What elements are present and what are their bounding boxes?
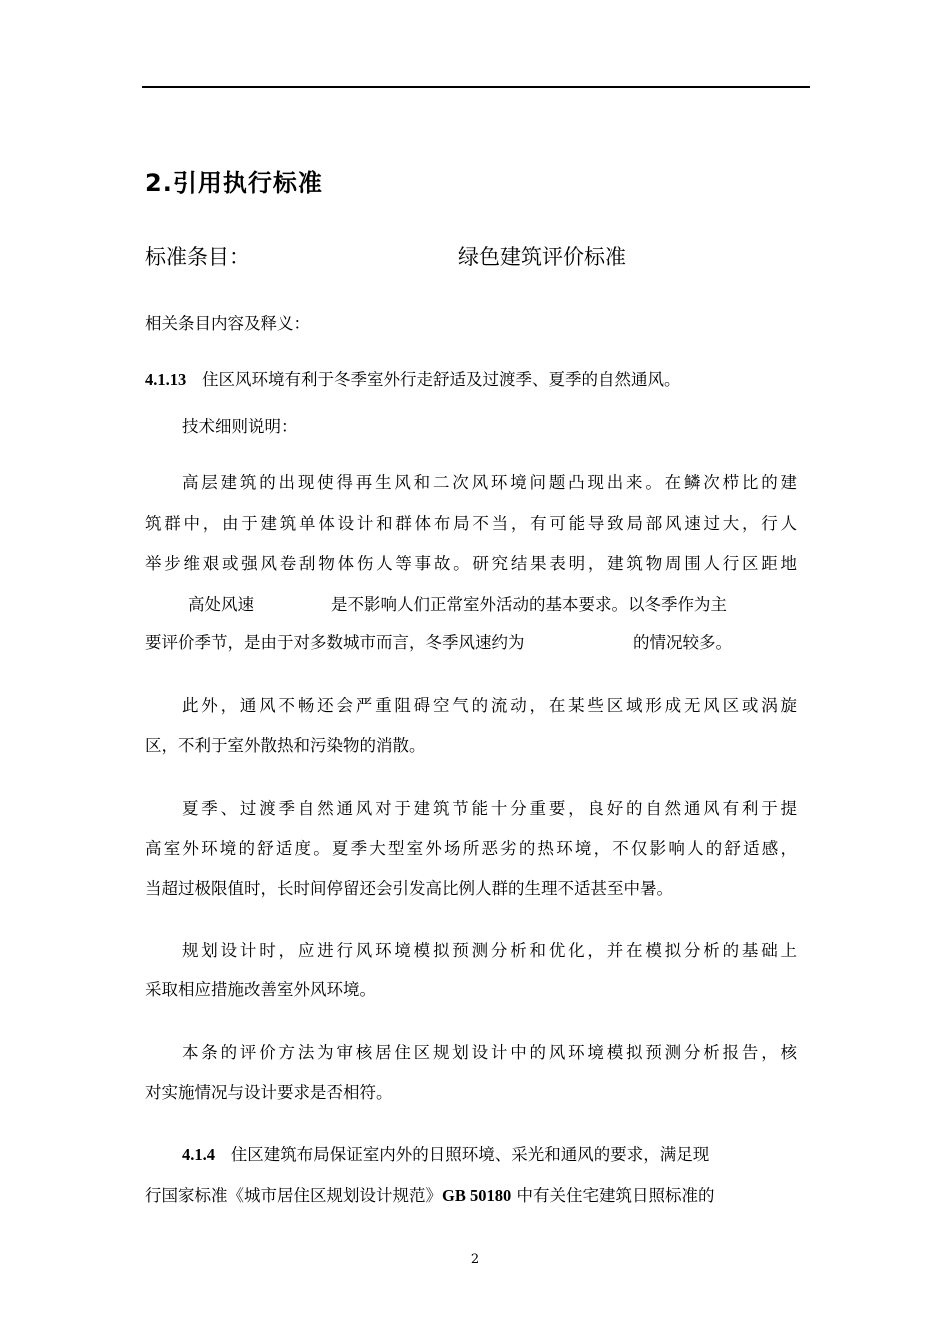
standard-label: 标准条目： <box>145 245 250 269</box>
p1-line-2: 筑群中，由于建筑单体设计和群体布局不当，有可能导致局部风速过大，行人 <box>145 514 797 533</box>
clause-number: 4.1.4 <box>182 1145 215 1164</box>
p1-line-4a: 高处风速 <box>188 595 254 614</box>
header-rule <box>142 86 810 88</box>
technical-notes-heading: 技术细则说明： <box>182 417 298 436</box>
p2-line-1: 此外，通风不畅还会严重阻碍空气的流动，在某些区域形成无风区或涡旋 <box>182 696 797 715</box>
standard-value: 绿色建筑评价标准 <box>458 245 626 269</box>
standard-code: GB 50180 <box>442 1186 512 1205</box>
p3-line-1: 夏季、过渡季自然通风对于建筑节能十分重要，良好的自然通风有利于提 <box>182 799 797 818</box>
section-heading: 2.引用执行标准 <box>145 169 323 197</box>
p4-line-1: 规划设计时，应进行风环境模拟预测分析和优化，并在模拟分析的基础上 <box>182 941 797 960</box>
p2-line-2: 区，不利于室外散热和污染物的消散。 <box>145 736 426 755</box>
p1-line-1: 高层建筑的出现使得再生风和二次风环境问题凸现出来。在鳞次栉比的建 <box>182 473 797 492</box>
clause-text-a: 行国家标准《城市居住区规划设计规范》 <box>145 1186 442 1205</box>
p5-line-1: 本条的评价方法为审核居住区规划设计中的风环境模拟预测分析报告，核 <box>182 1043 797 1062</box>
p1-line-5b: 的情况较多。 <box>633 633 732 652</box>
page-number: 2 <box>470 1252 480 1267</box>
clause-4113 <box>145 366 681 390</box>
clause-414-line-2 <box>145 1182 714 1206</box>
clause-text: 住区风环境有利于冬季室外行走舒适及过渡季、夏季的自然通风。 <box>202 370 681 389</box>
p1-line-4b: 是不影响人们正常室外活动的基本要求。以冬季作为主 <box>331 595 727 614</box>
clause-414-line-1 <box>182 1141 709 1165</box>
p4-line-2: 采取相应措施改善室外风环境。 <box>145 980 376 999</box>
p3-line-3: 当超过极限值时，长时间停留还会引发高比例人群的生理不适甚至中暑。 <box>145 879 673 898</box>
clause-text: 住区建筑布局保证室内外的日照环境、采光和通风的要求，满足现 <box>230 1145 710 1164</box>
p3-line-2: 高室外环境的舒适度。夏季大型室外场所恶劣的热环境，不仅影响人的舒适感， <box>145 839 797 858</box>
clause-text-b: 中有关住宅建筑日照标准的 <box>516 1186 715 1205</box>
clause-number: 4.1.13 <box>145 370 187 389</box>
intro-text: 相关条目内容及释义： <box>145 314 310 333</box>
p5-line-2: 对实施情况与设计要求是否相符。 <box>145 1083 393 1102</box>
p1-line-5a: 要评价季节，是由于对多数城市而言，冬季风速约为 <box>145 633 525 652</box>
p1-line-3: 举步维艰或强风卷刮物体伤人等事故。研究结果表明，建筑物周围人行区距地 <box>145 554 797 573</box>
